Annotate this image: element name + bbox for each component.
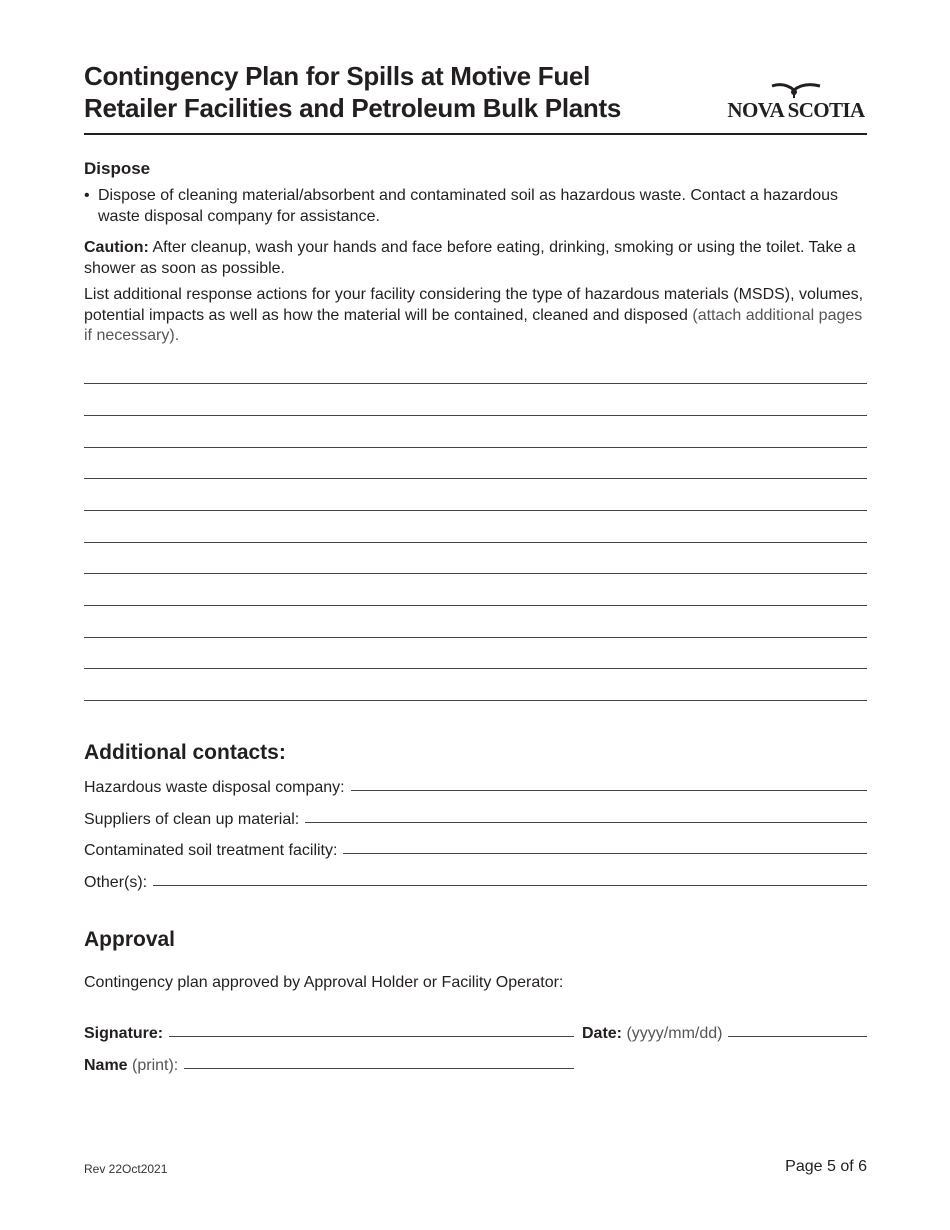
signature-field [84,1021,574,1043]
approval-text: Contingency plan approved by Approval Holder or Facility Operator: [84,974,564,991]
response-line[interactable] [84,668,867,669]
date-field [582,1021,867,1043]
document-title [84,60,684,124]
response-actions-paragraph [84,285,869,347]
name-hint: (print): [127,1057,179,1074]
suppliers-input[interactable] [305,822,867,823]
soil-treatment-field [84,838,867,860]
date-label: Date: [582,1025,623,1042]
caution-paragraph [84,238,869,279]
bullet-icon: • [84,187,90,204]
hazardous-waste-company-field [84,775,867,797]
name-field [84,1053,574,1075]
header-divider [84,133,867,135]
field-label: Other(s): [84,874,148,891]
title-line-2: Retailer Facilities and Petroleum Bulk Plants [84,93,622,123]
response-line[interactable] [84,573,867,574]
response-actions-text: List additional response actions for your facility considering the type of hazardous materials (MSDS), volumes, potential impacts as well as how the material will be contained, cleaned and disposed [84,286,864,324]
response-actions-note: (attach additional pages if necessary). [84,306,863,344]
response-line[interactable] [84,383,867,384]
caution-label: Caution: [84,239,149,256]
field-label: Suppliers of clean up material: [84,811,300,828]
logo-text: NOVA SCOTIA [727,98,865,122]
others-field [84,870,867,892]
response-line[interactable] [84,415,867,416]
response-line[interactable] [84,510,867,511]
date-hint: (yyyy/mm/dd) [622,1025,723,1042]
response-line[interactable] [84,637,867,638]
name-input[interactable] [184,1068,574,1069]
title-line-1: Contingency Plan for Spills at Motive Fuel [84,61,591,91]
others-input[interactable] [153,885,867,886]
date-label-group [582,1025,728,1043]
dispose-bullet [84,186,869,227]
response-line[interactable] [84,700,867,701]
response-line[interactable] [84,447,867,448]
nova-scotia-logo [724,82,868,124]
hazardous-waste-company-input[interactable] [351,790,867,791]
response-line[interactable] [84,605,867,606]
response-line[interactable] [84,542,867,543]
caution-text: After cleanup, wash your hands and face before eating, drinking, smoking or using the toilet. Take a shower as soon as possible. [84,239,856,277]
additional-contacts-heading: Additional contacts: [84,741,286,764]
signature-label: Signature: [84,1025,164,1042]
field-label: Hazardous waste disposal company: [84,779,345,796]
date-input[interactable] [728,1036,867,1037]
signature-input[interactable] [169,1036,574,1037]
name-label-group [84,1057,184,1075]
revision-date: Rev 22Oct2021 [84,1162,168,1176]
name-label: Name [84,1057,128,1074]
page-number: Page 5 of 6 [785,1158,867,1175]
dispose-bullet-text: Dispose of cleaning material/absorbent and contaminated soil as hazardous waste. Contact a hazardous waste disposal company for assistance. [98,187,838,225]
soil-treatment-input[interactable] [343,853,867,854]
dispose-heading: Dispose [84,159,151,178]
suppliers-field [84,807,867,829]
field-label: Contaminated soil treatment facility: [84,842,338,859]
response-line[interactable] [84,478,867,479]
approval-heading: Approval [84,928,176,951]
